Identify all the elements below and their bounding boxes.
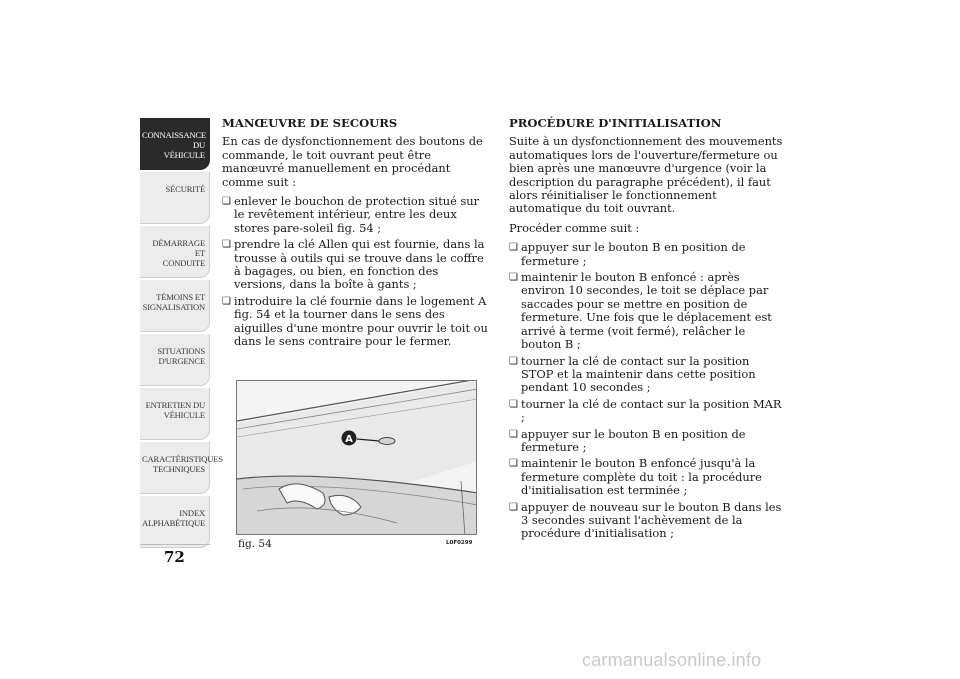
figure-code: L0F0299: [446, 540, 473, 546]
tab-index-alphabetique[interactable]: INDEX ALPHABÉTIQUE: [140, 496, 210, 548]
tab-demarrage-et-conduite[interactable]: DÉMARRAGE ET CONDUITE: [140, 226, 210, 278]
list-item: ❏ appuyer de nouveau sur le bouton B dans les 3 secondes suivant l'achèvement de la procédure d'initialisation ;: [509, 501, 784, 541]
step-list: [509, 241, 784, 541]
page-number: 72: [164, 548, 185, 566]
list-item: ❏ appuyer sur le bouton B en position de fermeture ;: [509, 428, 784, 455]
list-item: ❏ introduire la clé fournie dans le logement A fig. 54 et la tourner dans le sens des aiguilles d'une montre pour ouvrir le toit ou dans le sens contraire pour le fermer.: [222, 295, 492, 349]
step-list: [222, 195, 492, 348]
tab-entretien-du-vehicule[interactable]: ENTRETIEN DU VÉHICULE: [140, 388, 210, 440]
callout-label-a: A: [345, 434, 353, 445]
tab-temoins-et-signalisation[interactable]: TÉMOINS ET SIGNALISATION: [140, 280, 210, 332]
watermark-text: carmanualsonline.info: [582, 650, 762, 670]
page-divider: [140, 544, 210, 545]
list-item: ❏ prendre la clé Allen qui est fournie, dans la trousse à outils qui se trouve dans le coffre à bagages, ou bien, en fonction des versions, dans la boîte à gants ;: [222, 238, 492, 292]
list-item: ❏ enlever le bouchon de protection situé sur le revêtement intérieur, entre les deux stores pare-soleil fig. 54 ;: [222, 195, 492, 235]
list-item: ❏ maintenir le bouton B enfoncé : après environ 10 secondes, le toit se déplace par saccades pour se mettre en position de fermeture. Une fois que le déplacement est arrivé à terme (voit fermé), relâcher le bouton B ;: [509, 271, 784, 351]
tab-situations-d-urgence[interactable]: SITUATIONS D'URGENCE: [140, 334, 210, 386]
initialization-procedure-section: [509, 117, 784, 544]
section-intro-2: Procéder comme suit :: [509, 220, 640, 235]
sunroof-drawing: [237, 381, 477, 535]
list-item: ❏ tourner la clé de contact sur la position STOP et la maintenir dans cette position pendant 10 secondes ;: [509, 355, 784, 395]
list-item: ❏ maintenir le bouton B enfoncé jusqu'à la fermeture complète du toit : la procédure d'initialisation est terminée ;: [509, 457, 784, 497]
figure-caption: fig. 54: [238, 538, 272, 550]
list-item: ❏ appuyer sur le bouton B en position de fermeture ;: [509, 241, 784, 268]
tab-connaissance-du-vehicule[interactable]: CONNAISSANCE DU VÉHICULE: [140, 118, 210, 170]
emergency-maneuver-section: [222, 117, 492, 352]
section-heading: PROCÉDURE D'INITIALISATION: [509, 116, 722, 130]
section-intro: Suite à un dysfonctionnement des mouvements automatiques lors de l'ouverture/fermeture ou bien après une manœuvre d'urgence (voir la description du paragraphe précédent), il faut alors réinitialiser le fonctionnement automatique du toit ouvrant.: [509, 134, 783, 216]
list-item: ❏ tourner la clé de contact sur la position MAR ;: [509, 398, 784, 425]
tab-securite[interactable]: SÉCURITÉ: [140, 172, 210, 224]
section-intro: En cas de dysfonctionnement des boutons de commande, le toit ouvrant peut être manœuvré manuellement en procédant comme suit :: [222, 134, 483, 189]
tab-caracteristiques-techniques[interactable]: CARACTÉRISTIQUES TECHNIQUES: [140, 442, 210, 494]
roof-illustration: [236, 380, 477, 535]
section-heading: MANŒUVRE DE SECOURS: [222, 116, 398, 130]
